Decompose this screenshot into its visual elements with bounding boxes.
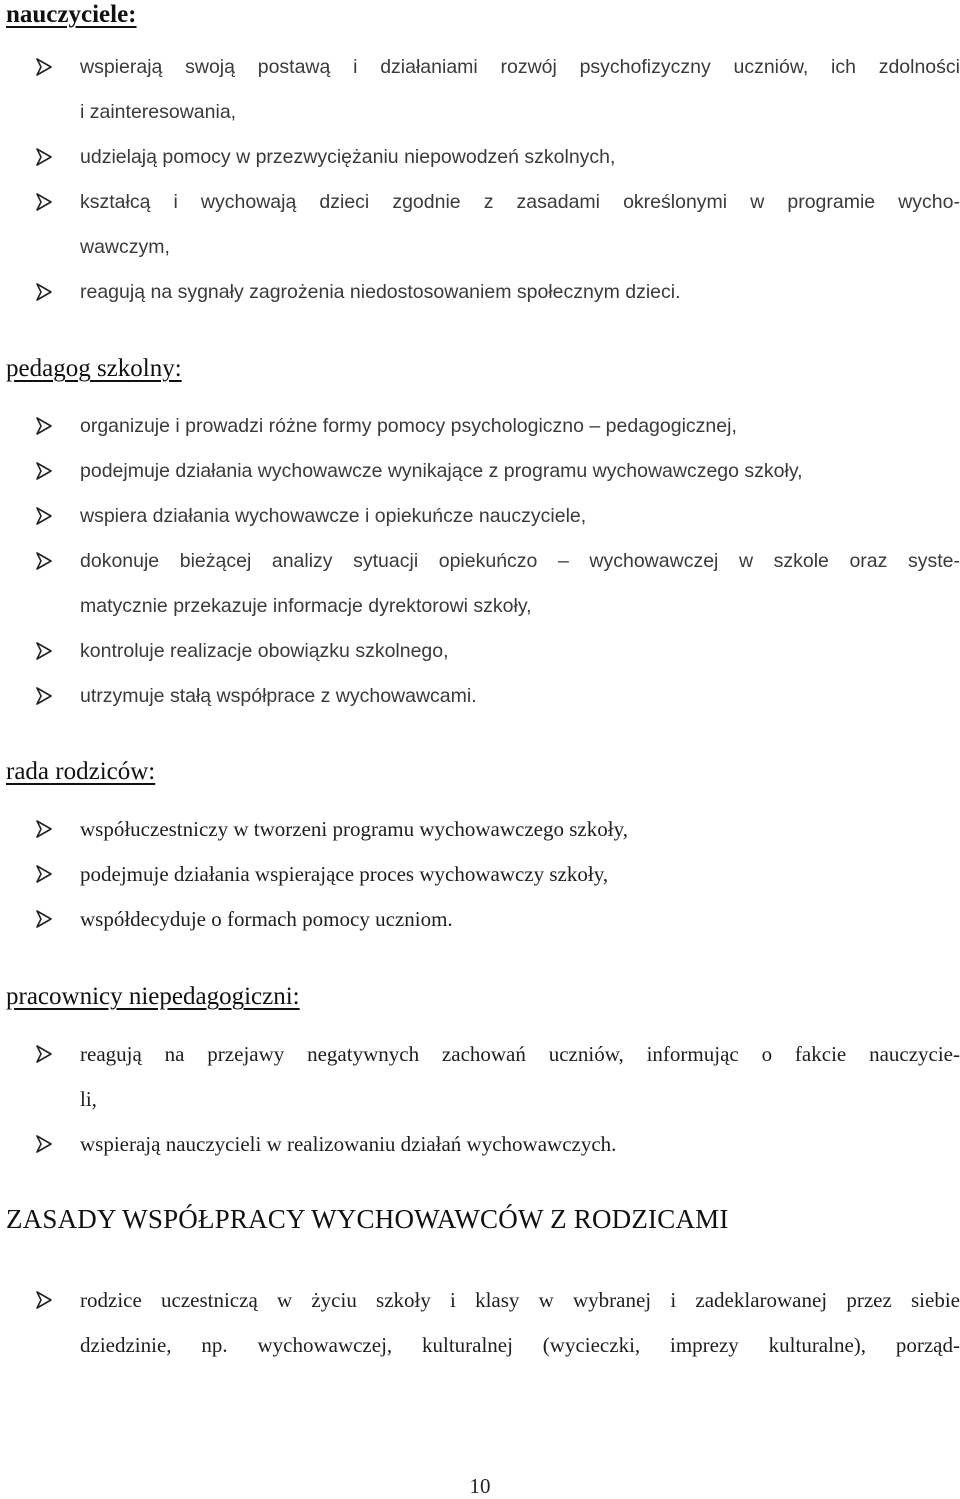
list-item	[0, 1032, 960, 1122]
bullet-list	[0, 404, 960, 719]
list-item-line: organizuje i prowadzi różne formy pomocy psychologiczno – pedagogicznej,	[80, 415, 737, 437]
list-item-line: wspierają swoją postawą i działaniami rozwój psychofizyczny uczniów, ich zdolności	[80, 56, 960, 78]
arrow-bullet-icon	[36, 462, 52, 480]
arrow-bullet-icon	[36, 1135, 52, 1153]
list-item	[0, 897, 960, 942]
list-item-line: li,	[80, 1087, 97, 1111]
list-item-line: podejmuje działania wychowawcze wynikające z programu wychowawczego szkoły,	[80, 460, 803, 482]
bullet-list	[0, 1278, 960, 1368]
arrow-bullet-icon	[36, 283, 52, 301]
list-item	[0, 494, 960, 539]
section-cooperation-rules	[0, 1204, 960, 1368]
arrow-bullet-icon	[36, 820, 52, 838]
arrow-bullet-icon	[36, 865, 52, 883]
section-heading: pedagog szkolny:	[6, 355, 182, 382]
list-item-line: utrzymuje stałą współprace z wychowawcami.	[80, 685, 477, 707]
section-heading: rada rodziców:	[6, 758, 156, 785]
bullet-list	[0, 807, 960, 942]
list-item-line: reagują na sygnały zagrożenia niedostosowaniem społecznym dzieci.	[80, 281, 681, 303]
list-item	[0, 135, 960, 180]
list-item-line: kontroluje realizacje obowiązku szkolnego,	[80, 640, 449, 662]
list-item	[0, 852, 960, 897]
list-item-line: rodzice uczestniczą w życiu szkoły i klasy w wybranej i zadeklarowanej przez siebie	[80, 1288, 960, 1312]
list-item	[0, 180, 960, 270]
list-item-line: dziedzinie, np. wychowawczej, kulturalnej (wycieczki, imprezy kulturalne), porząd-	[80, 1333, 960, 1357]
list-item	[0, 807, 960, 852]
list-item	[0, 674, 960, 719]
page-number: 10	[469, 1474, 491, 1498]
list-item-line: podejmuje działania wspierające proces wychowawczy szkoły,	[80, 862, 609, 886]
list-item-line: reagują na przejawy negatywnych zachowań uczniów, informując o fakcie nauczycie-	[80, 1042, 960, 1066]
list-item-line: wspierają nauczycieli w realizowaniu działań wychowawczych.	[80, 1132, 617, 1156]
list-item	[0, 1278, 960, 1368]
arrow-bullet-icon	[36, 642, 52, 660]
list-item-line: kształcą i wychowają dzieci zgodnie z zasadami określonymi w programie wycho-	[80, 191, 960, 213]
arrow-bullet-icon	[36, 507, 52, 525]
section-teachers	[0, 0, 960, 315]
list-item-line: wspiera działania wychowawcze i opiekuńcze nauczyciele,	[80, 505, 587, 527]
list-item-line: wawczym,	[80, 236, 170, 258]
arrow-bullet-icon	[36, 910, 52, 928]
bullet-list	[0, 1032, 960, 1167]
list-item-line: dokonuje bieżącej analizy sytuacji opiekuńczo – wychowawczej w szkole oraz syste-	[80, 550, 960, 572]
arrow-bullet-icon	[36, 687, 52, 705]
list-item	[0, 404, 960, 449]
list-item-line: współuczestniczy w tworzeni programu wychowawczego szkoły,	[80, 817, 628, 841]
arrow-bullet-icon	[36, 193, 52, 211]
section-non-teaching-staff	[0, 982, 960, 1167]
section-school-pedagogue	[0, 354, 960, 719]
arrow-bullet-icon	[36, 1291, 52, 1309]
arrow-bullet-icon	[36, 148, 52, 166]
bullet-list	[0, 45, 960, 315]
list-item-line: udzielają pomocy w przezwyciężaniu niepowodzeń szkolnych,	[80, 146, 616, 168]
section-heading: nauczyciele:	[6, 1, 137, 28]
arrow-bullet-icon	[36, 58, 52, 76]
section-title: ZASADY WSPÓŁPRACY WYCHOWAWCÓW Z RODZICAMI	[6, 1204, 729, 1234]
section-parents-council	[0, 757, 960, 942]
list-item-line: współdecyduje o formach pomocy uczniom.	[80, 907, 453, 931]
list-item	[0, 449, 960, 494]
list-item	[0, 270, 960, 315]
section-heading: pracownicy niepedagogiczni:	[6, 983, 300, 1010]
list-item-line: matycznie przekazuje informacje dyrektorowi szkoły,	[80, 595, 532, 617]
list-item	[0, 1122, 960, 1167]
list-item	[0, 629, 960, 674]
arrow-bullet-icon	[36, 417, 52, 435]
list-item	[0, 45, 960, 135]
arrow-bullet-icon	[36, 552, 52, 570]
arrow-bullet-icon	[36, 1045, 52, 1063]
list-item-line: i zainteresowania,	[80, 101, 237, 123]
list-item	[0, 539, 960, 629]
